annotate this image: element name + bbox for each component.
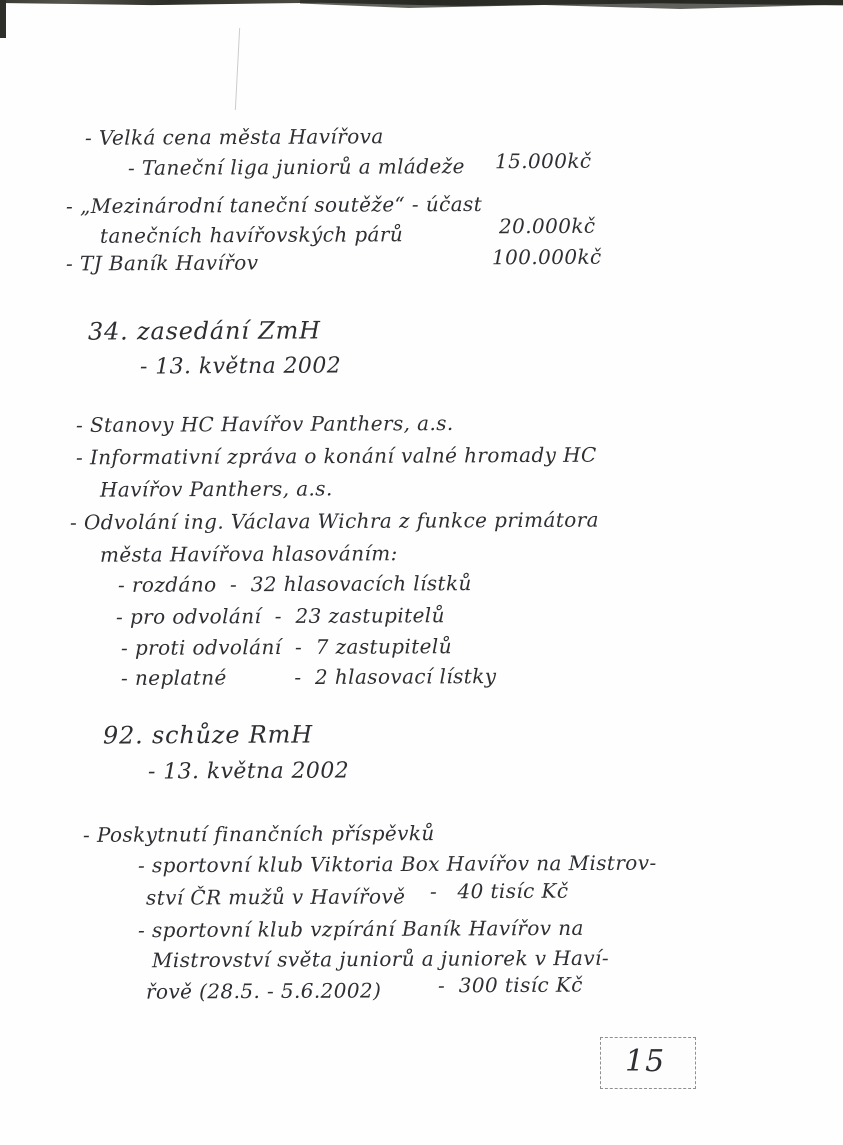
grant-line-tj-banik: - TJ Baník Havířov	[65, 250, 259, 276]
amount-40-tisic-kc: - 40 tisíc Kč	[429, 878, 569, 904]
rmh-grant-vzpirani-cont1: Mistrovství světa juniorů a juniorek v Haví-	[151, 945, 610, 973]
vote-line-neplatne: - neplatné - 2 hlasovací lístky	[120, 664, 497, 690]
zmh-item-odvolani: - Odvolání ing. Václava Wichra z funkce primátora	[69, 507, 600, 535]
zmh-item-odvolani-cont: města Havířova hlasováním:	[99, 541, 398, 567]
meeting-heading-rmh: 92. schůze RmH	[102, 720, 313, 750]
grant-line-mezinarodni-soutez: - „Mezinárodní taneční soutěže“ - účast	[65, 191, 483, 219]
zmh-item-informativni-zprava: - Informativní zpráva o konání valné hromady HC	[75, 442, 597, 470]
amount-300-tisic-kc: - 300 tisíc Kč	[437, 972, 583, 998]
grant-line-tanecni-pary: tanečních havířovských párů	[99, 222, 404, 248]
page-number-box	[600, 1037, 696, 1089]
rmh-grant-vzpirani-cont2: řově (28.5. - 5.6.2002)	[145, 978, 382, 1004]
meeting-date-rmh: - 13. května 2002	[147, 758, 350, 785]
vote-line-pro-odvolani: - pro odvolání - 23 zastupitelů	[115, 603, 445, 629]
meeting-heading-zmh: 34. zasedání ZmH	[87, 316, 321, 346]
page-number: 15	[625, 1044, 666, 1079]
scan-edge-artifact-left	[0, 0, 6, 38]
zmh-item-informativni-zprava-cont: Havířov Panthers, a.s.	[99, 476, 333, 502]
rmh-grant-vzpirani: - sportovní klub vzpírání Baník Havířov na	[137, 915, 584, 943]
vote-line-rozdano: - rozdáno - 32 hlasovacích lístků	[117, 571, 472, 597]
rmh-grant-viktoria-box-cont: ství ČR mužů v Havířově	[145, 884, 406, 910]
grant-line-velka-cena: - Velká cena města Havířova	[84, 124, 384, 150]
amount-100000kc: 100.000kč	[491, 244, 602, 270]
rmh-item-prispevky: - Poskytnutí finančních příspěvků	[82, 821, 435, 847]
vote-line-proti-odvolani: - proti odvolání - 7 zastupitelů	[120, 634, 453, 660]
scan-crease-mark	[235, 28, 240, 110]
amount-20000kc: 20.000kč	[498, 213, 596, 239]
grant-line-tanecni-liga: - Taneční liga juniorů a mládeže	[127, 154, 465, 180]
scan-edge-artifact-top-right	[300, 0, 843, 10]
zmh-item-stanovy: - Stanovy HC Havířov Panthers, a.s.	[75, 411, 454, 437]
amount-15000kc: 15.000kč	[494, 148, 592, 174]
rmh-grant-viktoria-box: - sportovní klub Viktoria Box Havířov na Mistrov-	[137, 850, 657, 878]
meeting-date-zmh: - 13. května 2002	[139, 353, 342, 380]
